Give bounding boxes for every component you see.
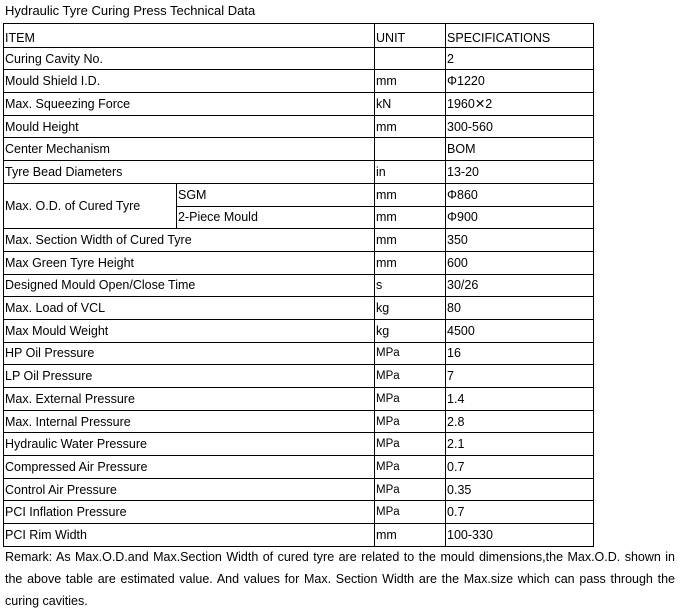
table-row <box>4 274 594 297</box>
row-item: Max Mould Weight <box>4 319 375 342</box>
row-item: Hydraulic Water Pressure <box>4 433 375 456</box>
row-spec: Φ860 <box>446 183 594 206</box>
row-unit: MPa <box>375 433 446 456</box>
table-row <box>4 297 594 320</box>
table-row <box>4 93 594 116</box>
row-unit: MPa <box>375 501 446 524</box>
table-row <box>4 456 594 479</box>
table-row <box>4 501 594 524</box>
row-item: Mould Shield I.D. <box>4 70 375 93</box>
row-spec: BOM <box>446 138 594 161</box>
row-item: LP Oil Pressure <box>4 365 375 388</box>
row-item: HP Oil Pressure <box>4 342 375 365</box>
row-spec: 80 <box>446 297 594 320</box>
row-spec: 0.7 <box>446 501 594 524</box>
table-row <box>4 319 594 342</box>
row-unit: MPa <box>375 388 446 411</box>
row-spec: 100-330 <box>446 524 594 547</box>
row-item: Compressed Air Pressure <box>4 456 375 479</box>
row-item: Max. External Pressure <box>4 388 375 411</box>
header-spec: SPECIFICATIONS <box>446 24 594 48</box>
table-row <box>4 251 594 274</box>
row-item: Mould Height <box>4 115 375 138</box>
row-spec: 2.8 <box>446 410 594 433</box>
table-row <box>4 524 594 547</box>
row-unit <box>375 138 446 161</box>
table-row <box>4 138 594 161</box>
table-row <box>4 47 594 70</box>
row-unit: mm <box>375 206 446 229</box>
row-spec: 16 <box>446 342 594 365</box>
row-unit <box>375 47 446 70</box>
table-row <box>4 183 594 206</box>
table-row <box>4 410 594 433</box>
row-unit: MPa <box>375 365 446 388</box>
row-item-group: Max. O.D. of Cured Tyre <box>4 183 177 228</box>
row-unit: in <box>375 161 446 184</box>
row-spec: Φ1220 <box>446 70 594 93</box>
table-row <box>4 115 594 138</box>
row-spec: 1960✕2 <box>446 93 594 116</box>
table-row <box>4 342 594 365</box>
row-unit: mm <box>375 251 446 274</box>
row-spec: 600 <box>446 251 594 274</box>
row-unit: s <box>375 274 446 297</box>
row-spec: 2.1 <box>446 433 594 456</box>
row-unit: kN <box>375 93 446 116</box>
row-sub-item: 2-Piece Mould <box>177 206 375 229</box>
row-spec: 0.35 <box>446 478 594 501</box>
table-header-row <box>4 24 594 48</box>
row-item: Max. Section Width of Cured Tyre <box>4 229 375 252</box>
row-item: Tyre Bead Diameters <box>4 161 375 184</box>
row-spec: 7 <box>446 365 594 388</box>
row-spec: 350 <box>446 229 594 252</box>
row-item: Max. Load of VCL <box>4 297 375 320</box>
row-spec: 30/26 <box>446 274 594 297</box>
row-item: Max. Internal Pressure <box>4 410 375 433</box>
row-unit: kg <box>375 297 446 320</box>
row-unit: mm <box>375 115 446 138</box>
row-unit: MPa <box>375 478 446 501</box>
row-item: Curing Cavity No. <box>4 47 375 70</box>
row-item: PCI Rim Width <box>4 524 375 547</box>
table-row <box>4 161 594 184</box>
row-unit: kg <box>375 319 446 342</box>
row-item: Max Green Tyre Height <box>4 251 375 274</box>
row-spec: 4500 <box>446 319 594 342</box>
row-spec: 2 <box>446 47 594 70</box>
row-spec: 0.7 <box>446 456 594 479</box>
row-spec: 1.4 <box>446 388 594 411</box>
table-row <box>4 388 594 411</box>
row-item: Max. Squeezing Force <box>4 93 375 116</box>
row-unit: mm <box>375 229 446 252</box>
row-unit: mm <box>375 524 446 547</box>
row-unit: MPa <box>375 342 446 365</box>
row-sub-item: SGM <box>177 183 375 206</box>
row-item: Designed Mould Open/Close Time <box>4 274 375 297</box>
table-row <box>4 433 594 456</box>
table-row <box>4 70 594 93</box>
row-unit: mm <box>375 183 446 206</box>
header-item: ITEM <box>4 24 375 48</box>
table-row <box>4 365 594 388</box>
row-unit: mm <box>375 70 446 93</box>
row-item: Control Air Pressure <box>4 478 375 501</box>
row-unit: MPa <box>375 456 446 479</box>
remark-note: Remark: As Max.O.D.and Max.Section Width of cured tyre are related to the mould dimensions,the Max.O.D. shown in the above table are estimated value. And values for Max. Section Width are the Max.size which can pass through the curing cavities. <box>5 550 675 608</box>
row-spec: 13-20 <box>446 161 594 184</box>
row-unit: MPa <box>375 410 446 433</box>
table-row <box>4 229 594 252</box>
header-unit: UNIT <box>375 24 446 48</box>
page-title: Hydraulic Tyre Curing Press Technical Data <box>5 3 256 18</box>
row-item: PCI Inflation Pressure <box>4 501 375 524</box>
row-spec: Φ900 <box>446 206 594 229</box>
row-spec: 300-560 <box>446 115 594 138</box>
row-item: Center Mechanism <box>4 138 375 161</box>
table-row <box>4 478 594 501</box>
spec-table <box>3 23 594 547</box>
